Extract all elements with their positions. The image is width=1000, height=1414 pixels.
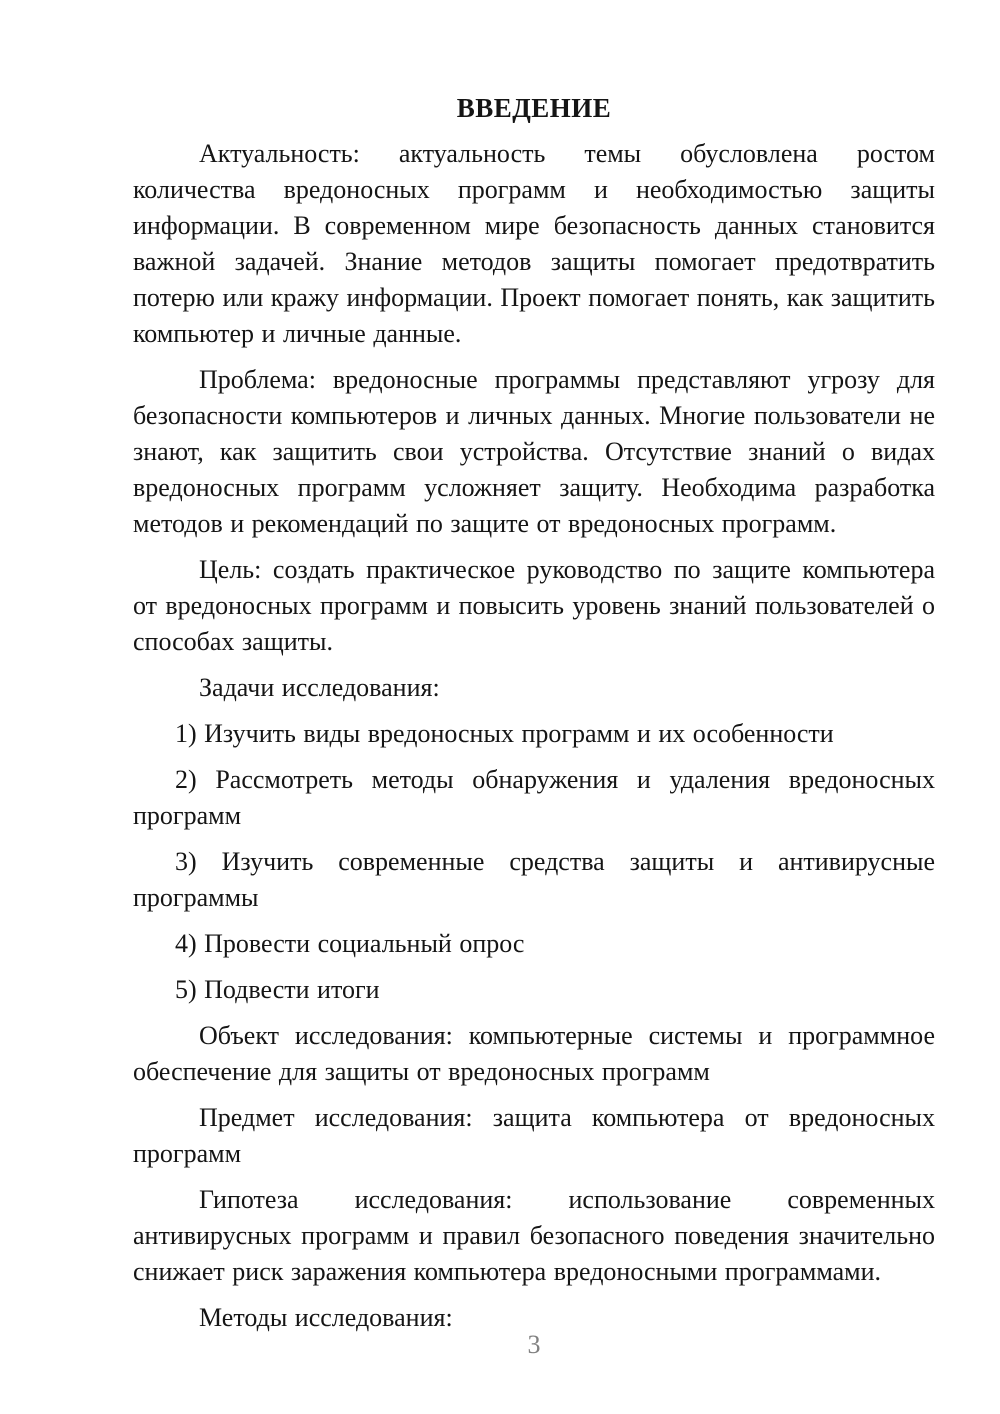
- methods-heading: Методы исследования:: [199, 1303, 453, 1332]
- paragraph-subject: Предмет исследования: защита компьютера от вредоносных программ: [133, 1103, 935, 1168]
- task-item-4: 4) Провести социальный опрос: [175, 929, 525, 958]
- task-item-1: 1) Изучить виды вредоносных программ и их особенности: [175, 719, 834, 748]
- task-item-3: 3) Изучить современные средства защиты и антивирусные программы: [133, 847, 935, 912]
- task-item-2: 2) Рассмотреть методы обнаружения и удаления вредоносных программ: [133, 765, 935, 830]
- paragraph-goal: Цель: создать практическое руководство по защите компьютера от вредоносных программ и повысить уровень знаний пользователей о способах защиты.: [133, 555, 935, 656]
- paragraph-problem: Проблема: вредоносные программы представляют угрозу для безопасности компьютеров и личных данных. Многие пользователи не знают, как защитить свои устройства. Отсутствие знаний о видах вредоносных программ усложняет защиту. Необходима разработка методов и рекомендаций по защите от вредоносных программ.: [133, 365, 935, 538]
- paragraph-object: Объект исследования: компьютерные системы и программное обеспечение для защиты от вредоносных программ: [133, 1021, 935, 1086]
- tasks-heading: Задачи исследования:: [199, 673, 440, 702]
- page-title: ВВЕДЕНИЕ: [456, 93, 612, 123]
- task-item-5: 5) Подвести итоги: [175, 975, 380, 1004]
- paragraph-actuality: Актуальность: актуальность темы обусловлена ростом количества вредоносных программ и необходимостью защиты информации. В современном мире безопасность данных становится важной задачей. Знание методов защиты помогает предотвратить потерю или кражу информации. Проект помогает понять, как защитить компьютер и личные данные.: [133, 139, 935, 348]
- page-number: 3: [527, 1330, 541, 1359]
- paragraph-hypothesis: Гипотеза исследования: использование современных антивирусных программ и правил безопасного поведения значительно снижает риск заражения компьютера вредоносными программами.: [133, 1185, 935, 1286]
